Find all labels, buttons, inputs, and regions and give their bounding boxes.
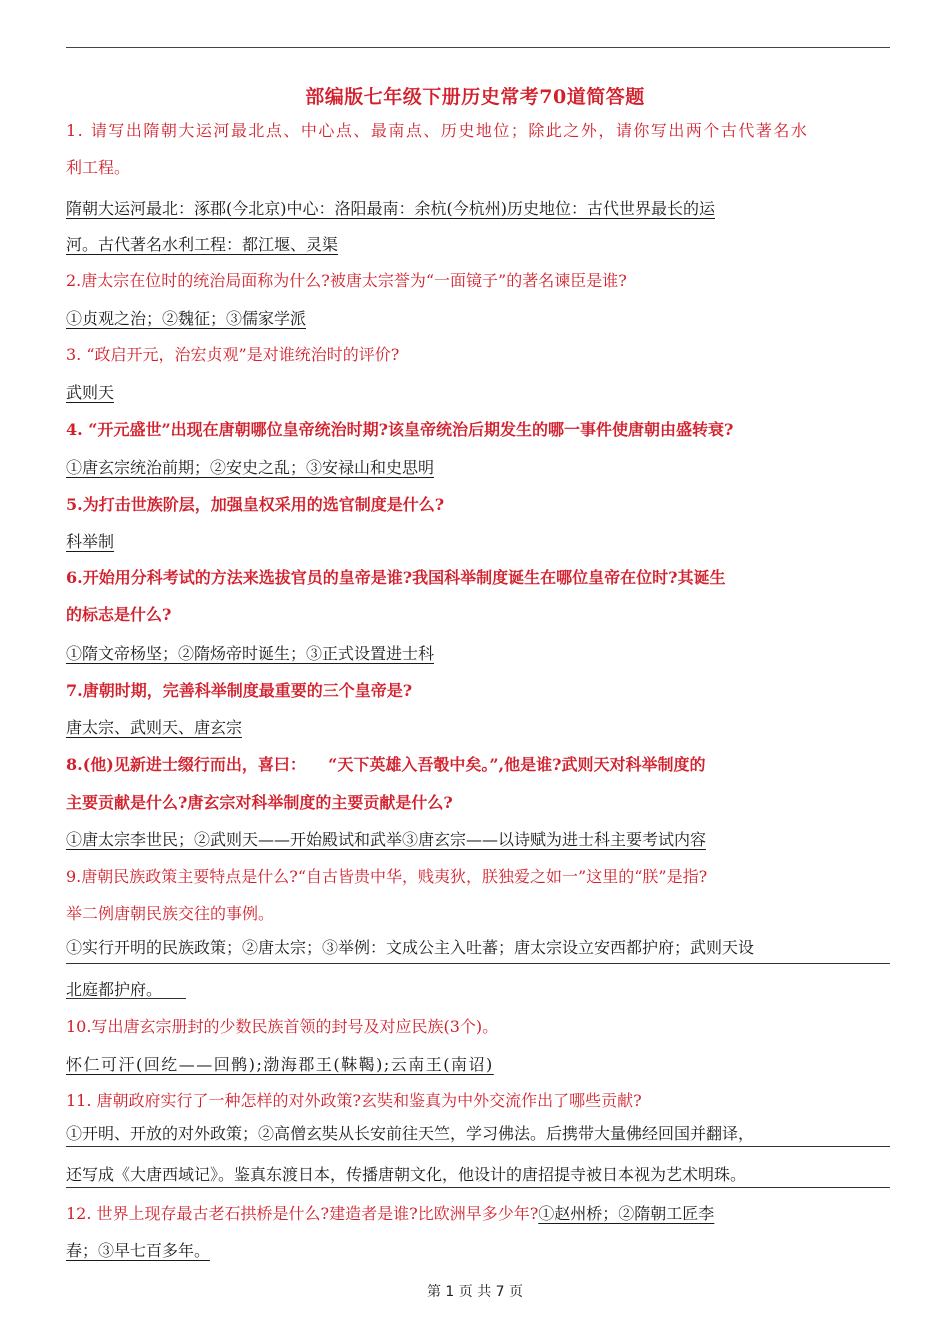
page-title: 部编版七年级下册历史常考70道简答题: [305, 86, 645, 108]
question-12-line-1: [66, 1203, 714, 1225]
page-footer: 第 1 页 共 7 页: [426, 1284, 524, 1300]
answer-6: ①隋文帝杨坚；②隋炀帝时诞生；③正式设置进士科: [66, 644, 435, 663]
answer-12-line-2: 春；③早七百多年。: [66, 1241, 211, 1260]
answer-3: 武则天: [66, 383, 115, 402]
question-9-line-1: 9.唐朝民族政策主要特点是什么?“自古皆贵中华，贱夷狄，朕独爱之如一”这里的“朕”是指?: [66, 867, 708, 886]
question-6-line-2: 的标志是什么?: [66, 605, 172, 624]
answer-9-line-2: 北庭都护府。: [66, 980, 163, 999]
question-8-line-2: 主要贡献是什么?唐玄宗对科举制度的主要贡献是什么?: [66, 793, 453, 812]
question-8-line-1: 8.(他)见新进士缀行而出，喜曰： “天下英雄入吾彀中矣。”,他是谁?武则天对科举制度的: [66, 755, 706, 774]
question-5: 5.为打击世族阶层，加强皇权采用的选官制度是什么?: [66, 495, 445, 514]
answer-5: 科举制: [66, 532, 115, 551]
answer-11-underline-2: [66, 1187, 890, 1188]
answer-1-line-1: 隋朝大运河最北：涿郡(今北京)中心：洛阳最南：余杭(今杭州)历史地位：古代世界最长的运: [66, 199, 715, 218]
header-rule: [66, 47, 890, 48]
answer-9-underline-1: [66, 963, 890, 964]
question-12-text: 12. 世界上现存最古老石拱桥是什么?建造者是谁?比欧洲早多少年?: [66, 1204, 539, 1223]
question-7: 7.唐朝时期，完善科举制度最重要的三个皇帝是?: [66, 681, 413, 700]
answer-1-line-2: 河。古代著名水利工程：都江堰、灵渠: [66, 235, 339, 254]
answer-11-underline-1: [66, 1146, 890, 1147]
answer-12-part-1: ①赵州桥；②隋朝工匠李: [538, 1204, 715, 1223]
answer-9-line-1: ①实行开明的民族政策；②唐太宗；③举例：文成公主入吐蕃；唐太宗设立安西都护府；武则天设: [66, 938, 755, 957]
answer-2: ①贞观之治；②魏征；③儒家学派: [66, 309, 307, 328]
answer-4: ①唐玄宗统治前期；②安史之乱；③安禄山和史思明: [66, 458, 435, 477]
answer-11-line-1: ①开明、开放的对外政策；②高僧玄奘从长安前往天竺，学习佛法。后携带大量佛经回国并翻译，: [66, 1124, 755, 1143]
question-4: 4. “开元盛世”出现在唐朝哪位皇帝统治时期?该皇帝统治后期发生的哪一事件使唐朝由盛转衰?: [66, 420, 734, 439]
answer-7: 唐太宗、武则天、唐玄宗: [66, 718, 243, 737]
question-1-line-2: 利工程。: [66, 158, 131, 177]
question-9-line-2: 举二例唐朝民族交往的事例。: [66, 904, 275, 923]
question-1-line-1: 1. 请写出隋朝大运河最北点、中心点、最南点、历史地位；除此之外，请你写出两个古代著名水: [66, 121, 809, 140]
question-11: 11. 唐朝政府实行了一种怎样的对外政策?玄奘和鉴真为中外交流作出了哪些贡献?: [66, 1091, 642, 1110]
question-6-line-1: 6.开始用分科考试的方法来选拔官员的皇帝是谁?我国科举制度诞生在哪位皇帝在位时?其诞生: [66, 568, 726, 587]
question-3: 3. “政启开元，治宏贞观”是对谁统治时的评价?: [66, 345, 400, 364]
question-2: 2.唐太宗在位时的统治局面称为什么?被唐太宗誉为“一面镜子”的著名谏臣是谁?: [66, 271, 627, 290]
answer-11-line-2: 还写成《大唐西域记》。鉴真东渡日本，传播唐朝文化，他设计的唐招提寺被日本视为艺术明珠。: [66, 1165, 747, 1184]
question-10: 10.写出唐玄宗册封的少数民族首领的封号及对应民族(3个)。: [66, 1017, 499, 1036]
answer-8: ①唐太宗李世民；②武则天——开始殿试和武举③唐玄宗——以诗赋为进士科主要考试内容: [66, 830, 707, 849]
answer-9-underline-2: [66, 998, 186, 999]
answer-10: 怀仁可汗(回纥——回鹘);渤海郡王(靺鞨);云南王(南诏): [66, 1055, 494, 1074]
